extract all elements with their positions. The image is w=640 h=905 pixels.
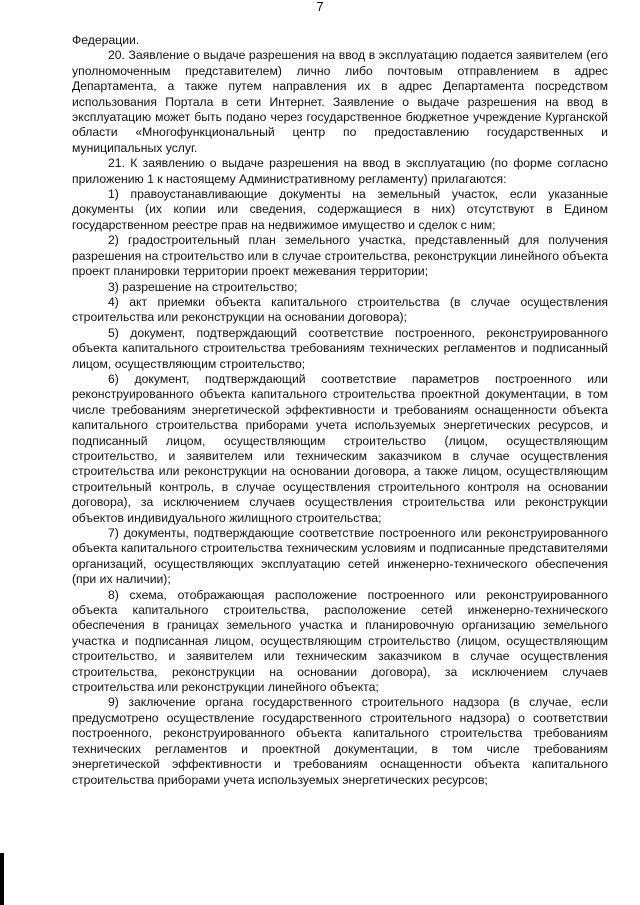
list-item-9: 9) заключение органа государственного строительного надзора (в случае, если предусмотрено осуществление государственного строительного надзора) о соответствии построенного, реконструированного объекта капитального строительства требованиям технических регламентов и проектной документации, в том числе требованиям энергетической эффективности и требованиям оснащенности объекта капитального строительства приборами учета используемых энергетических ресурсов; <box>72 695 608 787</box>
document-body <box>72 33 608 788</box>
list-item-3: 3) разрешение на строительство; <box>108 279 298 294</box>
paragraph-20: 20. Заявление о выдаче разрешения на ввод в эксплуатацию подается заявителем (его уполномоченным представителем) лично либо почтовым отправлением в адрес Департамента, а также путем направления их в адрес Департамента посредством использования Портала в сети Интернет. Заявление о выдаче разрешения на ввод в эксплуатацию может быть подано через государственное бюджетное учреждение Курганской области «Многофункциональный центр по предоставлению государственных и муниципальных услуг. <box>72 48 608 155</box>
list-item-6: 6) документ, подтверждающий соответствие параметров построенного или реконструированного объекта капитального строительства проектной документации, в том числе требованиям энергетической эффективности и требованиям оснащенности объекта капитального строительства приборами учета используемых энергетических ресурсов, и подписанный лицом, осуществляющим строительство (лицом, осуществляющим строительство, и заявителем или техническим заказчиком в случае осуществления строительства или реконструкции на основании договора, а также лицом, осуществляющим строительный контроль, в случае осуществления строительного контроля на основании договора), за исключением случаев осуществления строительства или реконструкции объектов индивидуального жилищного строительства; <box>72 371 608 525</box>
list-item-7: 7) документы, подтверждающие соответствие построенного или реконструированного объекта капитального строительства техническим условиям и подписанные представителями организаций, осуществляющих эксплуатацию сетей инженерно-технического обеспечения (при их наличии); <box>72 526 608 587</box>
page-number: 7 <box>316 0 324 14</box>
paragraph-continuation: Федерации. <box>72 33 140 47</box>
scan-edge-mark <box>0 853 4 905</box>
list-item-4: 4) акт приемки объекта капитального строительства (в случае осуществления строительства или реконструкции на основании договора); <box>72 294 608 325</box>
list-item-8: 8) схема, отображающая расположение построенного или реконструированного объекта капитального строительства, расположение сетей инженерно-технического обеспечения в границах земельного участка и планировочную организацию земельного участка и подписанная лицом, осуществляющим строительство (лицом, осуществляющим строительство, и заявителем или техническим заказчиком в случае осуществления строительства, реконструкции на основании договора), за исключением случаев строительства или реконструкции линейного объекта; <box>72 587 608 695</box>
list-item-2: 2) градостроительный план земельного участка, представленный для получения разрешения на строительство или в случае строительства, реконструкции линейного объекта проект планировки территории проект межевания территории; <box>72 233 608 279</box>
paragraph-21: 21. К заявлению о выдаче разрешения на ввод в эксплуатацию (по форме согласно приложению 1 к настоящему Административному регламенту) прилагаются: <box>72 156 608 186</box>
list-item-5: 5) документ, подтверждающий соответствие построенного, реконструированного объекта капитального строительства требованиям технических регламентов и подписанный лицом, осуществляющим строительство; <box>72 325 608 371</box>
list-item-1: 1) правоустанавливающие документы на земельный участок, если указанные документы (их копии или сведения, содержащиеся в них) отсутствуют в Едином государственном реестре прав на недвижимое имущество и сделок с ним; <box>72 187 608 232</box>
